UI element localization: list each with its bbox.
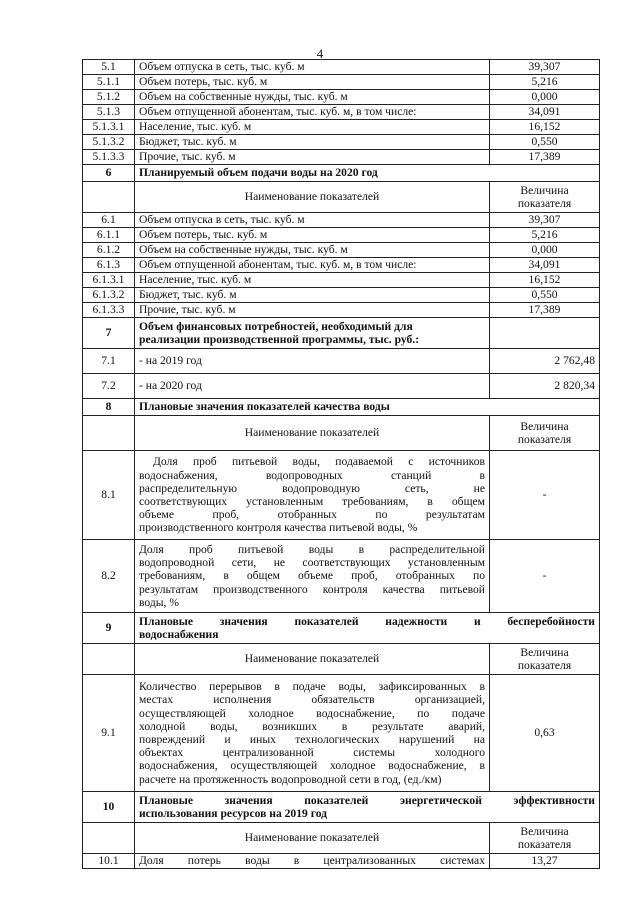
row-label: - на 2020 год [135,374,490,399]
row-number: 10.1 [83,854,135,869]
table-row [83,854,600,869]
row-value: 16,152 [490,273,600,288]
row-number: 6.1.3 [83,258,135,273]
section-title: Плановые значения показателей энергетической эффективности использования ресурсов на 2019 год [135,792,600,823]
table-row [83,273,600,288]
header-value: Величина показателя [490,416,600,451]
row-number: 5.1.3 [83,105,135,120]
table-row [83,288,600,303]
row-value: 17,389 [490,303,600,318]
row-value: 2 820,34 [490,374,600,399]
row-value: 0,000 [490,90,600,105]
column-header-row [83,182,600,213]
row-label: Объем потерь, тыс. куб. м [135,75,490,90]
section-number: 6 [83,165,135,182]
section-heading-row [83,399,600,416]
header-name: Наименование показателей [135,823,490,854]
row-number: 6.1.3.2 [83,288,135,303]
table-row [83,243,600,258]
section-heading-row [83,318,600,349]
header-name: Наименование показателей [135,644,490,675]
row-number: 5.1.2 [83,90,135,105]
section-number: 7 [83,318,135,349]
row-value: 17,389 [490,150,600,165]
header-value: Величина показателя [490,823,600,854]
section-title: Объем финансовых потребностей, необходимый для реализации производственной программы, тыс. руб.: [135,318,490,349]
section-number: 8 [83,399,135,416]
row-label: Объем на собственные нужды, тыс. куб. м [135,243,490,258]
row-value: 34,091 [490,105,600,120]
header-name: Наименование показателей [135,416,490,451]
row-value: 0,000 [490,243,600,258]
table-row [83,258,600,273]
row-label: Бюджет, тыс. куб. м [135,288,490,303]
section-heading-row [83,792,600,823]
row-label: Объем на собственные нужды, тыс. куб. м [135,90,490,105]
row-label: Доля проб питьевой воды, подаваемой с источников водоснабжения, водопроводных станций в распределительную водопроводную сеть, не соответствующих установленным требованиям, в общем объеме проб, отобранных по результатам производственного контроля качества питьевой воды, % [135,451,490,540]
row-number: 6.1 [83,213,135,228]
row-number: 7.2 [83,374,135,399]
table-row [83,540,600,613]
table-row [83,75,600,90]
row-label: Объем отпуска в сеть, тыс. куб. м [135,60,490,75]
row-value: 34,091 [490,258,600,273]
section-title: Плановые значения показателей надежности и бесперебойности водоснабжения [135,613,600,644]
section-heading-row [83,613,600,644]
header-value: Величина показателя [490,644,600,675]
table-row [83,105,600,120]
row-number: 5.1.3.1 [83,120,135,135]
row-label: Доля потерь воды в централизованных системах [135,854,490,869]
row-label: Прочие, тыс. куб. м [135,150,490,165]
page-number: 4 [316,46,324,61]
row-value: 13,27 [490,854,600,869]
row-label: Прочие, тыс. куб. м [135,303,490,318]
row-number: 7.1 [83,349,135,374]
row-label: Объем отпущенной абонентам, тыс. куб. м, в том числе: [135,105,490,120]
column-header-row [83,823,600,854]
row-value: 0,63 [490,675,600,792]
row-number: 5.1 [83,60,135,75]
table-row [83,303,600,318]
row-label: Население, тыс. куб. м [135,120,490,135]
indicators-table [82,59,600,869]
row-number: 8.1 [83,451,135,540]
section-title: Плановые значения показателей качества воды [135,399,600,416]
table-row [83,349,600,374]
row-value: 0,550 [490,135,600,150]
section-heading-row [83,165,600,182]
section-number: 10 [83,792,135,823]
header-name: Наименование показателей [135,182,490,213]
row-value: 5,216 [490,75,600,90]
table-row [83,213,600,228]
row-label: Объем отпуска в сеть, тыс. куб. м [135,213,490,228]
table-row [83,150,600,165]
row-number: 8.2 [83,540,135,613]
section-title: Планируемый объем подачи воды на 2020 год [135,165,600,182]
table-row [83,451,600,540]
section-number: 9 [83,613,135,644]
row-value: 5,216 [490,228,600,243]
table-row [83,675,600,792]
table-row [83,60,600,75]
row-value: 2 762,48 [490,349,600,374]
row-label: Объем потерь, тыс. куб. м [135,228,490,243]
row-value: 0,550 [490,288,600,303]
row-label: Население, тыс. куб. м [135,273,490,288]
row-value: 39,307 [490,60,600,75]
row-number: 5.1.1 [83,75,135,90]
row-label: - на 2019 год [135,349,490,374]
row-label: Бюджет, тыс. куб. м [135,135,490,150]
row-value: 16,152 [490,120,600,135]
table-row [83,135,600,150]
row-number: 6.1.3.1 [83,273,135,288]
column-header-row [83,644,600,675]
row-value: 39,307 [490,213,600,228]
table-row [83,228,600,243]
row-label: Объем отпущенной абонентам, тыс. куб. м, в том числе: [135,258,490,273]
table-row [83,374,600,399]
header-value: Величина показателя [490,182,600,213]
row-number: 9.1 [83,675,135,792]
row-label: Доля проб питьевой воды в распределительной водопроводной сети, не соответствующих установленным требованиям, в общем объеме проб, отобранных по результатам производственного контроля качества питьевой воды, % [135,540,490,613]
row-label: Количество перерывов в подаче воды, зафиксированных в местах исполнения обязательств организацией, осуществляющей холодное водоснабжение, по подаче холодной воды, возникших в результате аварий, повреждений и иных технологических нарушений на объектах централизованной системы холодного водоснабжения, осуществляющей холодное водоснабжение, в расчете на протяженность водопроводной сети в год, (ед./км) [135,675,490,792]
row-number: 6.1.3.3 [83,303,135,318]
row-number: 6.1.1 [83,228,135,243]
column-header-row [83,416,600,451]
row-number: 5.1.3.2 [83,135,135,150]
row-value: - [490,540,600,613]
row-number: 5.1.3.3 [83,150,135,165]
row-value: - [490,451,600,540]
row-number: 6.1.2 [83,243,135,258]
table-row [83,90,600,105]
table-row [83,120,600,135]
